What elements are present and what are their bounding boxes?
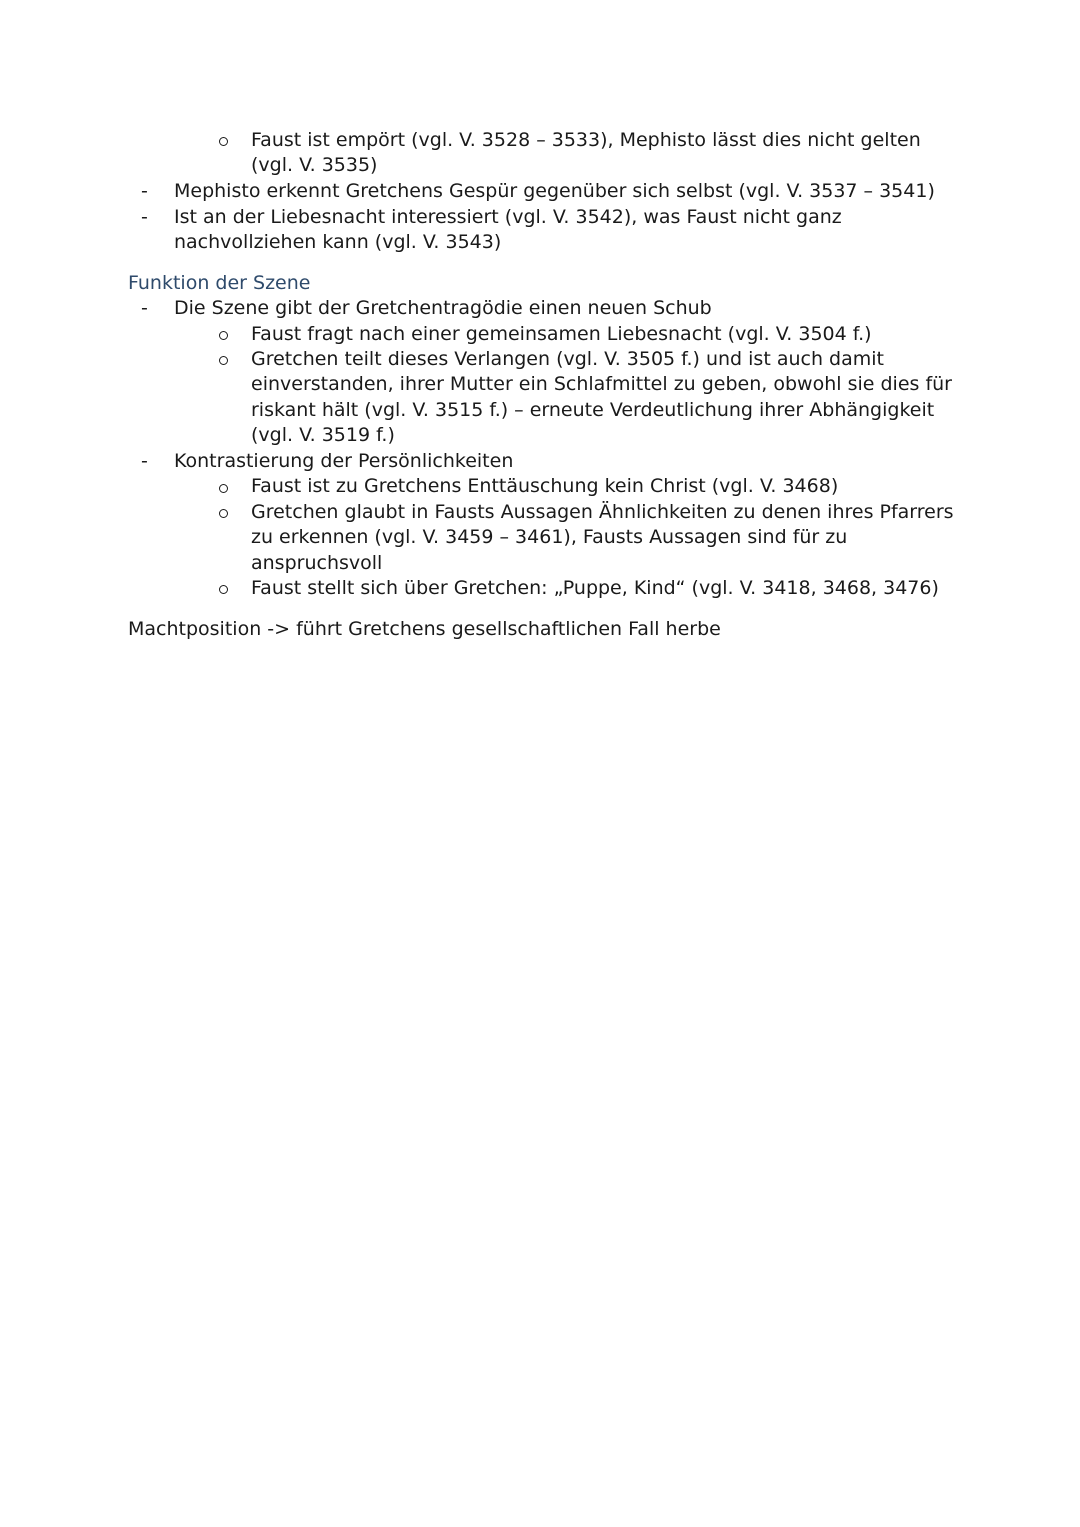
dash-bullet-icon: - <box>141 206 148 228</box>
bullet-text: Kontrastierung der Persönlichkeiten <box>174 450 514 472</box>
sub-bullet-text: Faust ist empört (vgl. V. 3528 – 3533), Mephisto lässt dies nicht gelten <box>251 129 921 151</box>
circle-bullet-icon <box>219 484 228 493</box>
sub-bullet-text: Faust ist zu Gretchens Enttäuschung kein Christ (vgl. V. 3468) <box>251 475 839 497</box>
dash-bullet-icon: - <box>141 297 148 319</box>
bullet-text: Die Szene gibt der Gretchentragödie einen neuen Schub <box>174 297 712 319</box>
sub-bullet-text-continued: zu erkennen (vgl. V. 3459 – 3461), Fausts Aussagen sind für zu <box>251 526 848 548</box>
circle-bullet-icon <box>219 585 228 594</box>
closing-text: Machtposition -> führt Gretchens gesellschaftlichen Fall herbe <box>128 618 721 640</box>
circle-bullet-icon <box>219 137 228 146</box>
sub-bullet-text: Gretchen teilt dieses Verlangen (vgl. V. 3505 f.) und ist auch damit <box>251 348 884 370</box>
circle-bullet-icon <box>219 509 228 518</box>
section-heading: Funktion der Szene <box>128 272 311 294</box>
sub-bullet-text: Faust fragt nach einer gemeinsamen Liebesnacht (vgl. V. 3504 f.) <box>251 323 872 345</box>
sub-bullet-text-continued: riskant hält (vgl. V. 3515 f.) – erneute Verdeutlichung ihrer Abhängigkeit <box>251 399 935 421</box>
circle-bullet-icon <box>219 356 228 365</box>
sub-bullet-text-continued: einverstanden, ihrer Mutter ein Schlafmittel zu geben, obwohl sie dies für <box>251 373 952 395</box>
bullet-text: Ist an der Liebesnacht interessiert (vgl. V. 3542), was Faust nicht ganz <box>174 206 842 228</box>
sub-bullet-text: Gretchen glaubt in Fausts Aussagen Ähnlichkeiten zu denen ihres Pfarrers <box>251 501 954 523</box>
sub-bullet-text-continued: (vgl. V. 3519 f.) <box>251 424 395 446</box>
dash-bullet-icon: - <box>141 450 148 472</box>
sub-bullet-text-continued: (vgl. V. 3535) <box>251 154 378 176</box>
bullet-text-continued: nachvollziehen kann (vgl. V. 3543) <box>174 231 502 253</box>
bullet-text: Mephisto erkennt Gretchens Gespür gegenüber sich selbst (vgl. V. 3537 – 3541) <box>174 180 935 202</box>
sub-bullet-text: Faust stellt sich über Gretchen: „Puppe, Kind“ (vgl. V. 3418, 3468, 3476) <box>251 577 939 599</box>
sub-bullet-text-continued: anspruchsvoll <box>251 552 383 574</box>
dash-bullet-icon: - <box>141 180 148 202</box>
circle-bullet-icon <box>219 331 228 340</box>
